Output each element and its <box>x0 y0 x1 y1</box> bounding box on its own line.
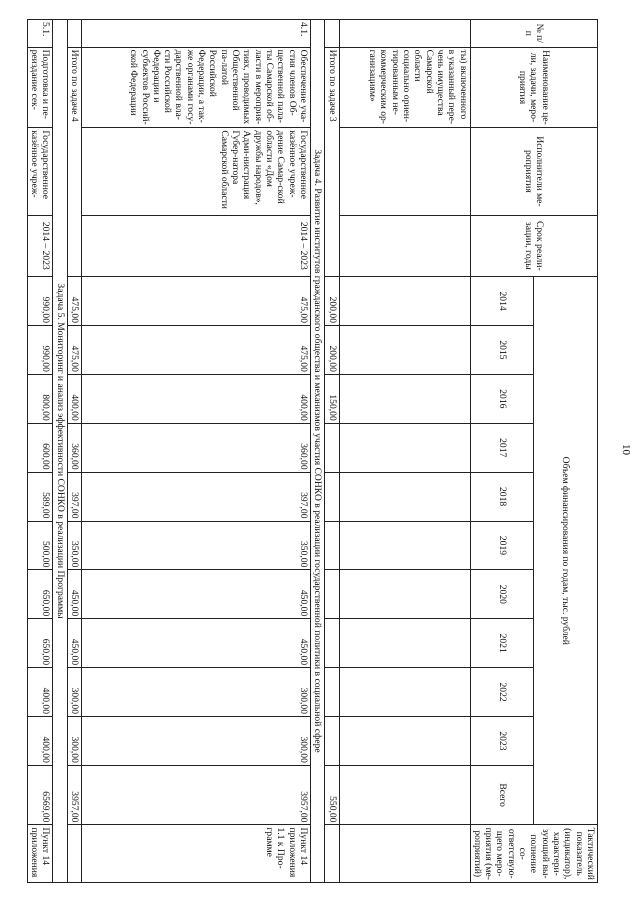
cell-year: 400,00 <box>81 374 310 423</box>
task-row <box>53 20 67 883</box>
cell-executor <box>339 128 470 215</box>
cell-year: 500,00 <box>27 521 53 570</box>
cell-year <box>339 619 470 668</box>
cell-executor: Государственное казённое учреж-дение Самар-ской области «Дом дружбы народов», Адми-нистрация Губер-натора Самарской области <box>81 128 310 215</box>
cell-year: 200,00 <box>325 326 339 375</box>
header-year: 2022 <box>470 668 534 717</box>
header-indicator: Тактический показатель (индикатор), характери-зующий вы-полнение со-ответствую-щего меро-приятия (ме-роприятий) <box>470 825 597 883</box>
cell-year: 450,00 <box>67 619 81 668</box>
table-row-4-1 <box>81 20 310 883</box>
cell-total: 6569,00 <box>27 765 53 825</box>
header-year: 2015 <box>470 326 534 375</box>
table-row-total-3 <box>325 20 339 883</box>
cell-year: 475,00 <box>67 277 81 326</box>
header-no: № п/п <box>470 20 597 48</box>
cell-year: 475,00 <box>81 277 310 326</box>
task-4-title: Задача 4. Развитие институтов гражданского общества и механизмов участия СОНКО в реализации государственной политики в социальной сфере <box>310 20 324 883</box>
cell-year: 300,00 <box>67 717 81 766</box>
cell-year: 397,00 <box>81 472 310 521</box>
cell-term: 2014 – 2023 <box>81 215 310 277</box>
cell-indicator: Пункт 14 приложения <box>27 825 53 883</box>
cell-year: 990,00 <box>27 326 53 375</box>
cell-year: 350,00 <box>81 521 310 570</box>
cell-year: 400,00 <box>27 717 53 766</box>
cell-no <box>339 20 470 48</box>
header-year: 2018 <box>470 472 534 521</box>
cell-year: 650,00 <box>27 570 53 619</box>
task-5-title: Задача 5. Мониторинг и анализ эффективности СОНКО в реализации Программы <box>53 20 67 883</box>
cell-year: 990,00 <box>27 277 53 326</box>
cell-year <box>339 570 470 619</box>
table-header <box>470 20 597 883</box>
cell-indicator <box>339 825 470 883</box>
cell-indicator: Пункт 14 приложения 1.1 к Про-грамме <box>81 825 310 883</box>
cell-indicator <box>67 825 81 883</box>
header-term: Срок реали-зации, годы <box>470 215 597 277</box>
cell-year: 450,00 <box>67 570 81 619</box>
cell-year: 400,00 <box>27 668 53 717</box>
cell-year: 200,00 <box>325 277 339 326</box>
header-year: 2016 <box>470 374 534 423</box>
cell-executor: Государственное казённое учреж- <box>27 128 53 215</box>
cell-year: 475,00 <box>67 326 81 375</box>
cell-year: 300,00 <box>81 717 310 766</box>
header-year: 2020 <box>470 570 534 619</box>
cell-total: 3957,00 <box>67 765 81 825</box>
cell-no: 4.1. <box>81 20 310 48</box>
cell-year <box>339 668 470 717</box>
cell-no <box>325 20 339 48</box>
table-row-5-1 <box>27 20 53 883</box>
cell-name: Подготовка и пе-реиздание сек- <box>27 47 53 128</box>
cell-year: 360,00 <box>81 423 310 472</box>
cell-year: 589,00 <box>27 472 53 521</box>
cell-name: ты) включенного в указанный пере-чень имущества Самарской области социально ориен-тированным не-коммерческим ор-ганизациям» <box>339 47 470 128</box>
header-year: 2021 <box>470 619 534 668</box>
cell-year <box>325 472 339 521</box>
cell-no <box>67 20 81 48</box>
cell-year: 360,00 <box>67 423 81 472</box>
cell-year <box>339 521 470 570</box>
cell-term: 2014 – 2023 <box>27 215 53 277</box>
cell-year: 400,00 <box>67 374 81 423</box>
cell-year <box>325 717 339 766</box>
cell-total <box>339 765 470 825</box>
cell-year: 150,00 <box>325 374 339 423</box>
cell-year <box>325 423 339 472</box>
cell-no: 5.1. <box>27 20 53 48</box>
cell-year: 650,00 <box>27 619 53 668</box>
cell-year: 450,00 <box>81 619 310 668</box>
cell-year: 350,00 <box>67 521 81 570</box>
header-funding-group: Объем финансирования по годам, тыс. рублей <box>534 277 598 825</box>
cell-year: 475,00 <box>81 326 310 375</box>
header-year: 2014 <box>470 277 534 326</box>
total-label: Итого по задаче 3 <box>325 47 339 277</box>
cell-year <box>325 619 339 668</box>
page-number: 10 <box>620 444 632 455</box>
cell-year: 300,00 <box>81 668 310 717</box>
cell-year: 600,00 <box>27 423 53 472</box>
header-year: 2023 <box>470 717 534 766</box>
cell-indicator <box>325 825 339 883</box>
cell-name: Обеспечение уча-стия членов Об-щественной пала-ты Самарской об-ласти в мероприя-тиях, проводимых Общественной па-латой Российской Федерации, а так-же органами госу-дарственной вла-сти Российской Федерации и субъектов Россий-ской Федерации <box>81 47 310 128</box>
cell-year: 450,00 <box>81 570 310 619</box>
cell-year <box>325 570 339 619</box>
total-label: Итого по задаче 4 <box>67 47 81 277</box>
header-executor: Исполнители ме-роприятия <box>470 128 597 215</box>
cell-year <box>339 472 470 521</box>
header-year: 2017 <box>470 423 534 472</box>
cell-year: 397,00 <box>67 472 81 521</box>
cell-year <box>339 326 470 375</box>
table-row-total-4 <box>67 20 81 883</box>
cell-year: 800,00 <box>27 374 53 423</box>
cell-year <box>339 374 470 423</box>
table-row <box>339 20 470 883</box>
header-total: Всего <box>470 765 534 825</box>
cell-term <box>339 215 470 277</box>
funding-table <box>27 19 598 883</box>
cell-year <box>325 521 339 570</box>
cell-year: 300,00 <box>67 668 81 717</box>
cell-total: 3957,00 <box>81 765 310 825</box>
header-name: Наименование це-ли, задачи, меро-приятия <box>470 47 597 128</box>
task-row <box>310 20 324 883</box>
cell-year <box>325 668 339 717</box>
header-year: 2019 <box>470 521 534 570</box>
cell-year <box>339 277 470 326</box>
cell-total: 550,00 <box>325 765 339 825</box>
cell-year <box>339 423 470 472</box>
cell-year <box>339 717 470 766</box>
